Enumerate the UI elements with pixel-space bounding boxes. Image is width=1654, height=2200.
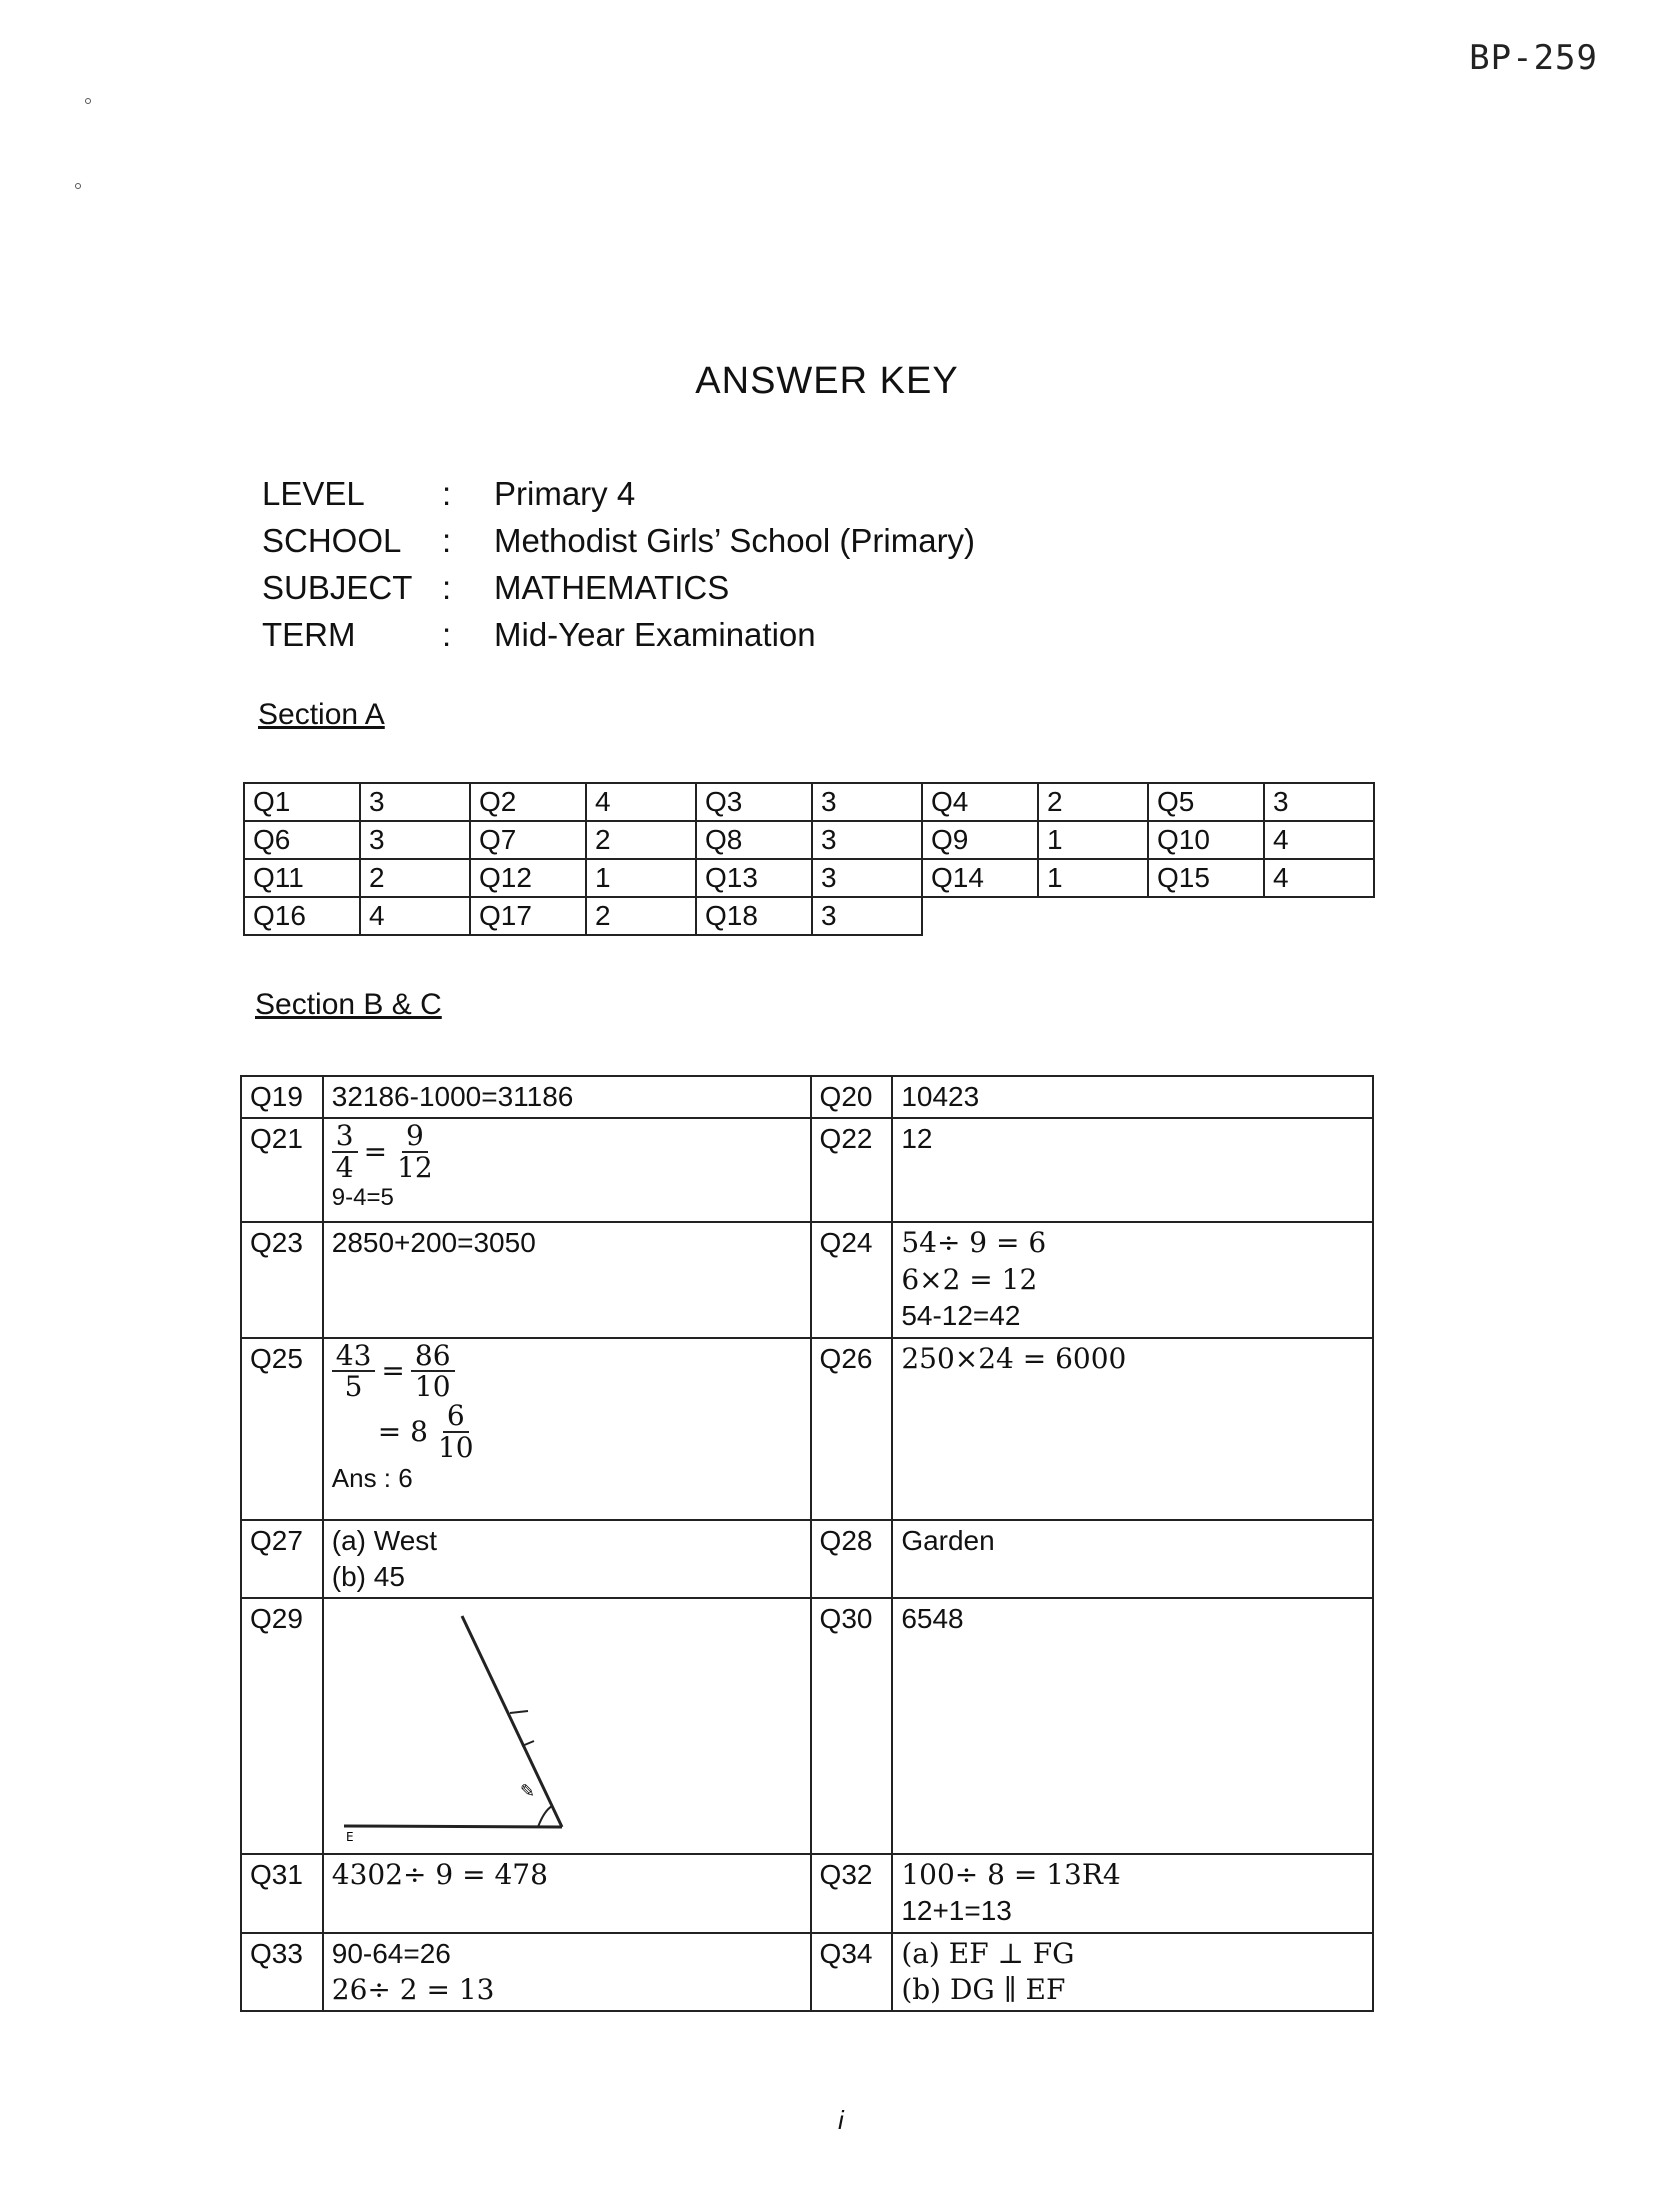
answer-cell: 4: [360, 897, 470, 935]
meta-value: MATHEMATICS: [494, 568, 730, 606]
table-row: [241, 1854, 1373, 1933]
meta-colon: :: [442, 521, 452, 559]
exam-meta: [262, 470, 975, 658]
question-label: Q27: [241, 1520, 323, 1599]
answer-cell: 2: [586, 897, 696, 935]
answer-line: [332, 1401, 802, 1462]
meta-label: SUBJECT: [262, 568, 413, 606]
equals-sign: =: [381, 1353, 405, 1387]
fraction-denominator: 12: [397, 1150, 433, 1184]
table-row: [241, 1118, 1373, 1222]
answer-cell: [892, 1854, 1373, 1933]
answer-cell: [323, 1598, 811, 1853]
answer-cell: 4: [1264, 821, 1374, 859]
question-label: Q26: [811, 1338, 893, 1520]
scan-speck: [75, 183, 81, 189]
answer-cell: 10423: [892, 1076, 1373, 1118]
fraction: [393, 1121, 437, 1182]
table-row: [244, 783, 1374, 821]
question-label: Q15: [1148, 859, 1264, 897]
meta-colon: :: [442, 615, 452, 653]
mixed-number-whole: = 8: [377, 1414, 428, 1448]
answer-cell: [323, 1338, 811, 1520]
question-label: Q9: [922, 821, 1038, 859]
answer-cell: 2: [360, 859, 470, 897]
question-label: Q4: [922, 783, 1038, 821]
answer-line: (a) West: [331, 1524, 438, 1556]
answer-cell: 3: [812, 821, 922, 859]
answer-line: 90-64=26: [331, 1937, 451, 1969]
equals-sign: =: [363, 1134, 388, 1168]
section-a-heading: Section A: [258, 698, 385, 731]
answer-cell: Garden: [892, 1520, 1373, 1599]
fraction-numerator: 86: [411, 1341, 455, 1372]
answer-line: 6×2 = 12: [901, 1262, 1038, 1296]
meta-label: SCHOOL: [262, 521, 402, 559]
answer-cell: 12: [892, 1118, 1373, 1222]
question-label: Q25: [241, 1338, 323, 1520]
fraction-numerator: 6: [443, 1401, 469, 1432]
question-label: Q3: [696, 783, 812, 821]
answer-cell: 1: [1038, 859, 1148, 897]
page-title: ANSWER KEY: [695, 360, 959, 403]
table-row: [241, 1338, 1373, 1520]
meta-value: Primary 4: [494, 474, 636, 512]
question-label: Q32: [811, 1854, 893, 1933]
point-label: E: [345, 1830, 354, 1842]
document-code: BP-259: [1469, 38, 1598, 78]
question-label: Q33: [241, 1933, 323, 2012]
question-label: Q20: [811, 1076, 893, 1118]
fraction-numerator: 43: [332, 1341, 376, 1372]
answer-cell: 250×24 = 6000: [892, 1338, 1373, 1520]
question-label: Q34: [811, 1933, 893, 2012]
answer-cell: [323, 1520, 811, 1599]
meta-colon: :: [442, 568, 452, 606]
answer-cell: 3: [812, 783, 922, 821]
question-label: Q2: [470, 783, 586, 821]
question-label: Q8: [696, 821, 812, 859]
angle-arc: [538, 1806, 552, 1827]
fraction: [411, 1338, 455, 1403]
meta-label: TERM: [262, 615, 356, 653]
answer-cell: 2850+200=3050: [323, 1222, 811, 1337]
table-row: [241, 1598, 1373, 1853]
tick-mark: [510, 1711, 528, 1713]
scan-speck: [85, 98, 91, 104]
question-label: Q23: [241, 1222, 323, 1337]
question-label: Q14: [922, 859, 1038, 897]
question-label: Q28: [811, 1520, 893, 1599]
empty-cell: [1264, 897, 1374, 935]
meta-label: LEVEL: [262, 474, 365, 512]
answer-cell: [892, 1933, 1373, 2012]
question-label: Q22: [811, 1118, 893, 1222]
fraction-denominator: 4: [335, 1150, 354, 1184]
section-bc-table: [240, 1075, 1374, 2012]
answer-line: (b) 45: [331, 1560, 405, 1592]
question-label: Q30: [811, 1598, 893, 1853]
meta-row-level: [262, 470, 975, 517]
answer-cell: 2: [586, 821, 696, 859]
answer-cell: 1: [586, 859, 696, 897]
fraction-numerator: 9: [402, 1121, 428, 1152]
answer-line: (b) DG ∥ EF: [901, 1972, 1066, 2006]
fraction: [332, 1121, 358, 1182]
empty-cell: [922, 897, 1038, 935]
fraction-denominator: 10: [414, 1369, 451, 1403]
question-label: Q12: [470, 859, 586, 897]
fraction-numerator: 3: [332, 1121, 358, 1152]
answer-line: 100÷ 8 = 13R4: [901, 1857, 1121, 1891]
answer-line: 54÷ 9 = 6: [901, 1226, 1047, 1260]
answer-line: (a) EF ⊥ FG: [901, 1936, 1075, 1970]
sketch-base-line: [344, 1826, 562, 1827]
section-bc-heading: Section B & C: [255, 988, 442, 1021]
answer-cell: 4302÷ 9 = 478: [323, 1854, 811, 1933]
question-label: Q31: [241, 1854, 323, 1933]
answer-cell: [323, 1933, 811, 2012]
answer-cell: 3: [1264, 783, 1374, 821]
question-label: Q24: [811, 1222, 893, 1337]
section-a-table: [243, 782, 1375, 936]
table-row: [241, 1520, 1373, 1599]
answer-cell: 4: [586, 783, 696, 821]
meta-colon: :: [442, 474, 452, 512]
question-label: Q5: [1148, 783, 1264, 821]
meta-value: Mid-Year Examination: [494, 615, 816, 653]
angle-sketch: [332, 1601, 792, 1841]
question-label: Q13: [696, 859, 812, 897]
answer-cell: 3: [360, 821, 470, 859]
meta-value: Methodist Girls’ School (Primary): [494, 521, 976, 559]
table-row: [241, 1076, 1373, 1118]
answer-cell: [892, 1222, 1373, 1337]
question-label: Q1: [244, 783, 360, 821]
fraction: [332, 1338, 376, 1403]
sketch-slant-line: [462, 1616, 562, 1827]
answer-cell: 3: [812, 897, 922, 935]
meta-row-term: [262, 611, 975, 658]
answer-cell: 3: [360, 783, 470, 821]
table-row: [241, 1222, 1373, 1337]
fraction-denominator: 5: [344, 1369, 363, 1403]
answer-cell: 6548: [892, 1598, 1373, 1853]
question-label: Q11: [244, 859, 360, 897]
answer-line: 54-12=42: [901, 1300, 1021, 1332]
question-label: Q17: [470, 897, 586, 935]
table-row: [244, 821, 1374, 859]
fraction-denominator: 10: [437, 1430, 474, 1464]
meta-row-subject: [262, 564, 975, 611]
sketch-mark: ✎: [519, 1781, 535, 1803]
question-label: Q10: [1148, 821, 1264, 859]
question-label: Q6: [244, 821, 360, 859]
answer-line: 9-4=5: [331, 1184, 394, 1212]
question-label: Q21: [241, 1118, 323, 1222]
table-row: [241, 1933, 1373, 2012]
empty-cell: [1148, 897, 1264, 935]
question-label: Q7: [470, 821, 586, 859]
table-row: [244, 897, 1374, 935]
answer-cell: 2: [1038, 783, 1148, 821]
answer-line: 12+1=13: [901, 1895, 1012, 1927]
question-label: Q16: [244, 897, 360, 935]
question-label: Q29: [241, 1598, 323, 1853]
meta-row-school: [262, 517, 975, 564]
answer-line: Ans : 6: [331, 1463, 413, 1494]
table-row: [244, 859, 1374, 897]
answer-cell: 4: [1264, 859, 1374, 897]
page-number: i: [838, 2105, 844, 2135]
question-label: Q18: [696, 897, 812, 935]
answer-cell: 1: [1038, 821, 1148, 859]
answer-line: 26÷ 2 = 13: [331, 1972, 495, 2006]
fraction: [434, 1401, 478, 1462]
answer-cell: 3: [812, 859, 922, 897]
empty-cell: [1038, 897, 1148, 935]
answer-cell: 32186-1000=31186: [323, 1076, 811, 1118]
answer-cell: [323, 1118, 811, 1222]
question-label: Q19: [241, 1076, 323, 1118]
